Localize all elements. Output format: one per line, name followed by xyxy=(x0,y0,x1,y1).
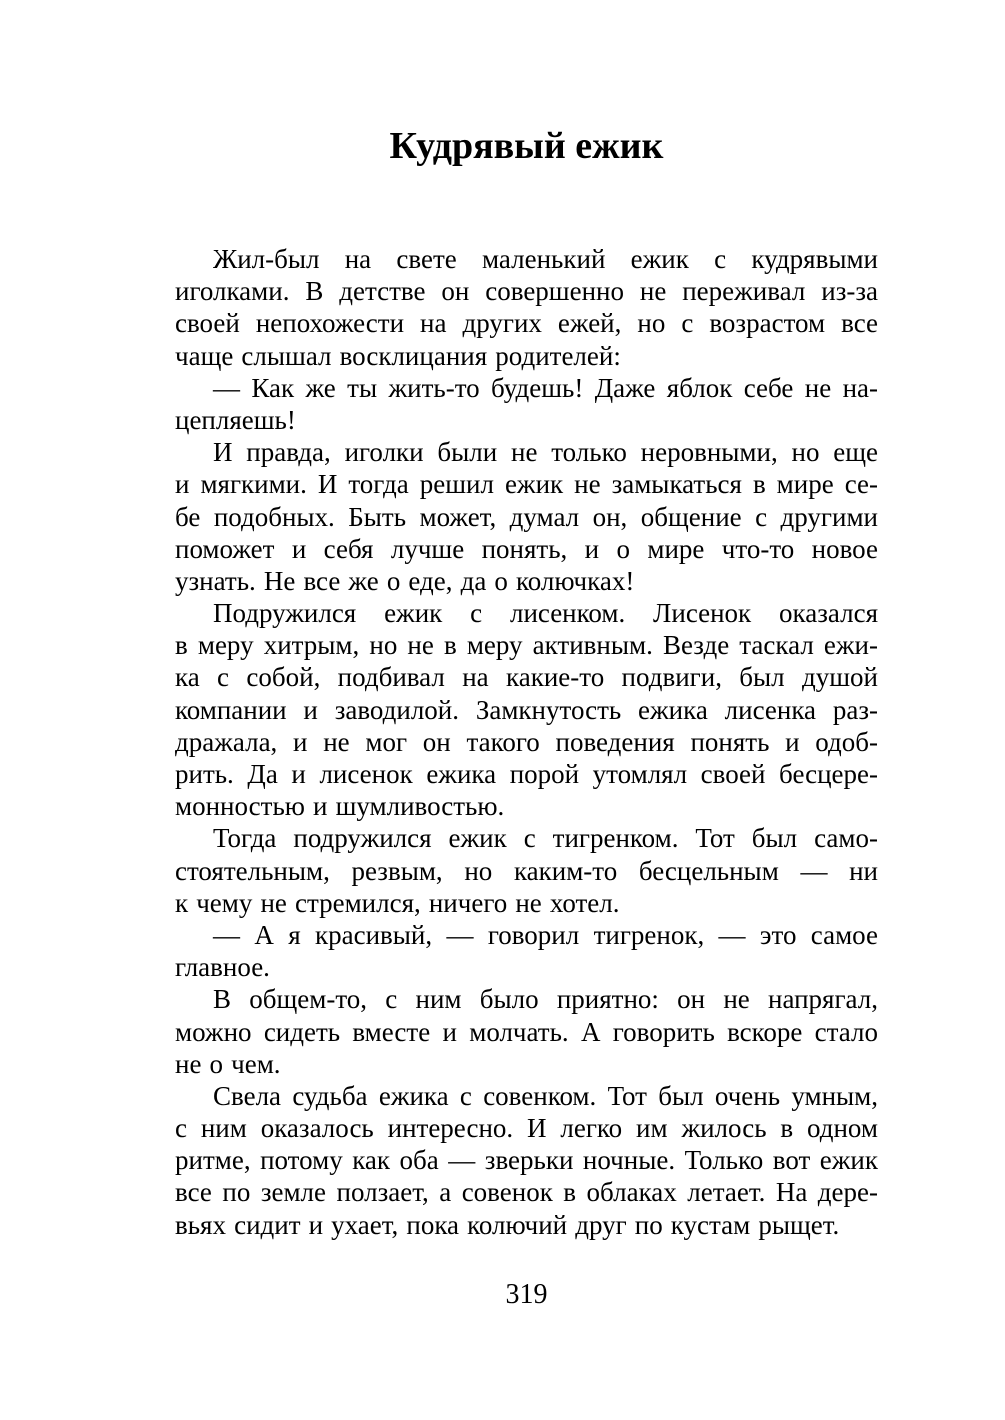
text-line: Жил-был на свете маленький ежик с кудрявыми xyxy=(213,244,878,274)
text-line: — А я красивый, — говорил тигренок, — это самое xyxy=(213,919,878,950)
text-line: компании и заводилой. Замкнутость ежика лисенка раз- xyxy=(175,694,878,725)
page-title: Кудрявый ежик xyxy=(389,125,664,167)
text-line: Свела судьба ежика с совенком. Тот был очень умным, xyxy=(213,1080,878,1111)
text-line: цепляешь! xyxy=(175,404,296,435)
text-line: узнать. Не все же о еде, да о колючках! xyxy=(175,565,635,596)
text-line: можно сидеть вместе и молчать. А говорить вскоре стало xyxy=(175,1016,878,1047)
text-line: чаще слышал восклицания родителей: xyxy=(175,340,621,371)
text-line: Подружился ежик с лисенком. Лисенок оказался xyxy=(213,598,878,629)
text-line: не о чем. xyxy=(175,1048,281,1079)
text-line: главное. xyxy=(175,952,270,983)
text-line: рить. Да и лисенок ежика порой утомлял своей бесцере- xyxy=(175,759,878,789)
story-body xyxy=(175,243,878,1241)
text-line: ка с собой, подбивал на какие-то подвиги, был душой xyxy=(175,662,878,693)
text-line: своей непохожести на других ежей, но с возрастом все xyxy=(175,308,878,339)
text-line: и мягкими. И тогда решил ежик не замыкаться в мире се- xyxy=(175,469,878,500)
text-line: Тогда подружился ежик с тигренком. Тот был само- xyxy=(213,823,878,854)
text-line: дражала, и не мог он такого поведения понять и одоб- xyxy=(175,726,878,757)
page-number: 319 xyxy=(505,1279,548,1310)
text-line: с ним оказалось интересно. И легко им жилось в одном xyxy=(175,1113,878,1144)
text-line: стоятельным, резвым, но каким-то бесцельным — ни xyxy=(175,855,878,886)
text-line: И правда, иголки были не только неровными, но еще xyxy=(213,437,878,468)
text-line: в меру хитрым, но не в меру активным. Везде таскал ежи- xyxy=(175,630,878,661)
text-line: ритме, потому как оба — зверьки ночные. Только вот ежик xyxy=(175,1145,878,1176)
text-line: все по земле ползает, а совенок в облаках летает. На дере- xyxy=(175,1177,878,1208)
text-line: бе подобных. Быть может, думал он, общение с другими xyxy=(175,501,878,532)
text-line: вьях сидит и ухает, пока колючий друг по кустам рыщет. xyxy=(175,1209,840,1240)
text-line: поможет и себя лучше понять, и о мире что-то новое xyxy=(175,533,878,564)
text-line: к чему не стремился, ничего не хотел. xyxy=(175,887,620,918)
text-line: — Как же ты жить-то будешь! Даже яблок себе не на- xyxy=(213,372,878,403)
text-line: монностью и шумливостью. xyxy=(175,791,505,822)
text-line: В общем-то, с ним было приятно: он не напрягал, xyxy=(213,984,878,1015)
text-line: иголками. В детстве он совершенно не переживал из-за xyxy=(175,276,878,307)
